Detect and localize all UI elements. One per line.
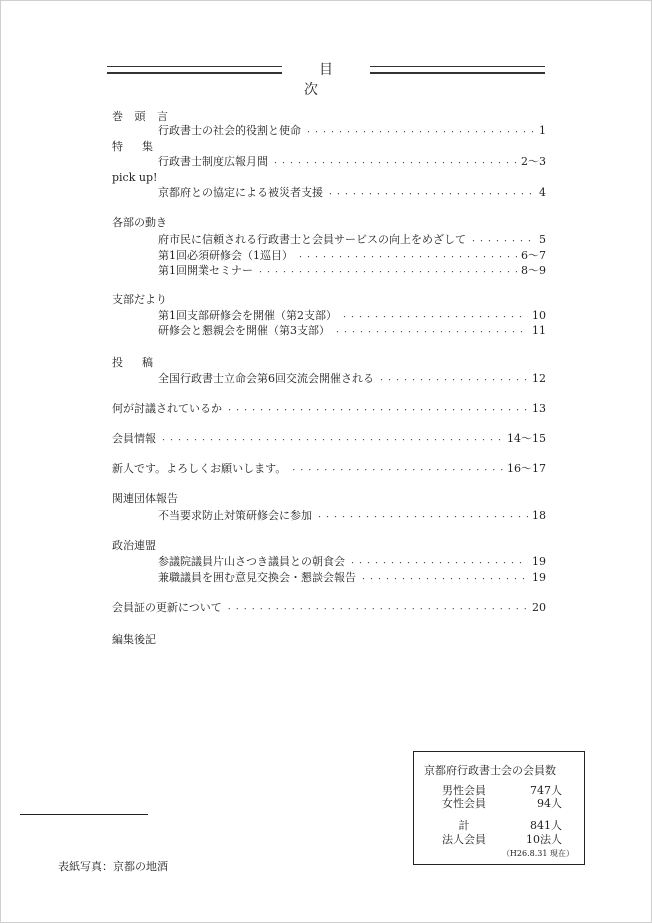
toc-leader-dots [160, 432, 503, 447]
toc-entry-title: 行政書士制度広報月間 [158, 155, 268, 168]
toc-entry-title: 不当要求防止対策研修会に参加 [158, 509, 312, 522]
toc-section-heading: 巻 頭 言 [112, 110, 172, 123]
toc-entry[interactable] [158, 233, 546, 247]
toc-section-heading: 投 稿 [112, 356, 157, 369]
toc-entry[interactable] [158, 571, 546, 585]
toc-entry[interactable] [158, 555, 546, 569]
toc-page-number: 12 [532, 372, 546, 385]
toc-page-number: 10 [532, 309, 546, 322]
toc-entry[interactable] [158, 186, 546, 200]
toc-page-number: 1 [539, 124, 546, 137]
toc-entry-title: 兼職議員を囲む意見交換会・懇談会報告 [158, 571, 356, 584]
toc-section-heading: 編集後記 [112, 633, 156, 646]
toc-page-number: 5 [539, 233, 546, 246]
page-title: 目 次 [304, 62, 407, 98]
toc-page-number: 11 [532, 324, 546, 337]
toc-entry[interactable] [112, 462, 546, 476]
toc-leader-dots [470, 233, 535, 248]
member-box-title: 京都府行政書士会の会員数 [424, 764, 556, 777]
toc-page-number: 19 [532, 571, 546, 584]
toc-leader-dots [290, 462, 503, 477]
toc-entry-title: 参議院議員片山さつき議員との朝食会 [158, 555, 345, 568]
toc-entry-title: 新人です。よろしくお願いします。 [112, 462, 287, 475]
toc-leader-dots [305, 124, 535, 139]
toc-entry-title: 会員証の更新について [112, 601, 222, 614]
toc-page-number: 6〜7 [521, 249, 546, 262]
toc-leader-dots [226, 402, 528, 417]
total-divider [20, 814, 148, 815]
toc-page-number: 14〜15 [507, 432, 546, 445]
toc-entry-title: 何が討議されているか [112, 402, 222, 415]
toc-entry-title: 京都府との協定による被災者支援 [158, 186, 323, 199]
total-label: 計 [458, 819, 470, 832]
toc-entry[interactable] [158, 155, 546, 169]
toc-page-number: 4 [539, 186, 546, 199]
toc-entry[interactable] [112, 432, 546, 446]
toc-entry-title: 府市民に信頼される行政書士と会員サービスの向上をめざして [158, 233, 466, 246]
toc-entry-title: 研修会と懇親会を開催（第3支部） [158, 324, 330, 337]
total-value: 841人 [530, 819, 562, 832]
toc-entry[interactable] [112, 402, 546, 416]
toc-entry-title: 行政書士の社会的役割と使命 [158, 124, 301, 137]
title-rule-left [107, 66, 282, 74]
toc-leader-dots [349, 555, 528, 570]
toc-leader-dots [272, 155, 517, 170]
toc-section-heading: 支部だより [112, 293, 167, 306]
toc-section-heading: 各部の動き [112, 216, 167, 229]
corp-value: 10法人 [526, 833, 562, 846]
toc-entry[interactable] [158, 309, 546, 323]
corp-label: 法人会員 [442, 833, 486, 846]
cover-photo-caption: 表紙写真：京都の地酒 [58, 860, 168, 873]
female-member-row [442, 797, 562, 811]
toc-entry[interactable] [158, 372, 546, 386]
toc-entry[interactable] [112, 601, 546, 615]
male-value: 747人 [530, 784, 562, 797]
corp-member-row [442, 833, 562, 847]
toc-entry-title: 第1回支部研修会を開催（第2支部） [158, 309, 337, 322]
toc-leader-dots [297, 249, 517, 264]
toc-page-number: 8〜9 [521, 264, 546, 277]
toc-section-heading: 政治連盟 [112, 539, 156, 552]
female-value: 94人 [537, 797, 562, 810]
toc-section-heading: 関連団体報告 [112, 492, 178, 505]
male-label: 男性会員 [442, 784, 486, 797]
toc-leader-dots [378, 372, 528, 387]
toc-entry[interactable] [158, 324, 546, 338]
toc-leader-dots [334, 324, 528, 339]
toc-entry-title: 会員情報 [112, 432, 156, 445]
total-member-row [442, 819, 562, 833]
toc-page-number: 19 [532, 555, 546, 568]
toc-entry[interactable] [158, 249, 546, 263]
toc-header [107, 58, 545, 98]
toc-entry-title: 第1回開業セミナー [158, 264, 253, 277]
toc-entry-title: 第1回必須研修会（1巡目） [158, 249, 293, 262]
male-member-row [442, 784, 562, 798]
toc-entry[interactable] [158, 124, 546, 138]
toc-leader-dots [316, 509, 528, 524]
toc-leader-dots [341, 309, 528, 324]
female-label: 女性会員 [442, 797, 486, 810]
toc-leader-dots [257, 264, 517, 279]
title-rule-right [370, 66, 545, 74]
toc-leader-dots [360, 571, 528, 586]
member-count-box [413, 751, 585, 865]
toc-entry-title: 全国行政書士立命会第6回交流会開催される [158, 372, 374, 385]
as-of-date: （H26.8.31 現在） [501, 849, 574, 858]
toc-section-heading: pick up! [112, 171, 158, 184]
toc-section-heading: 特 集 [112, 140, 157, 153]
toc-page-number: 16〜17 [507, 462, 546, 475]
toc-page-number: 13 [532, 402, 546, 415]
toc-entry[interactable] [158, 264, 546, 278]
toc-page-number: 2〜3 [521, 155, 546, 168]
toc-leader-dots [327, 186, 535, 201]
toc-entry[interactable] [158, 509, 546, 523]
toc-page-number: 20 [532, 601, 546, 614]
toc-leader-dots [226, 601, 528, 616]
toc-page-number: 18 [532, 509, 546, 522]
